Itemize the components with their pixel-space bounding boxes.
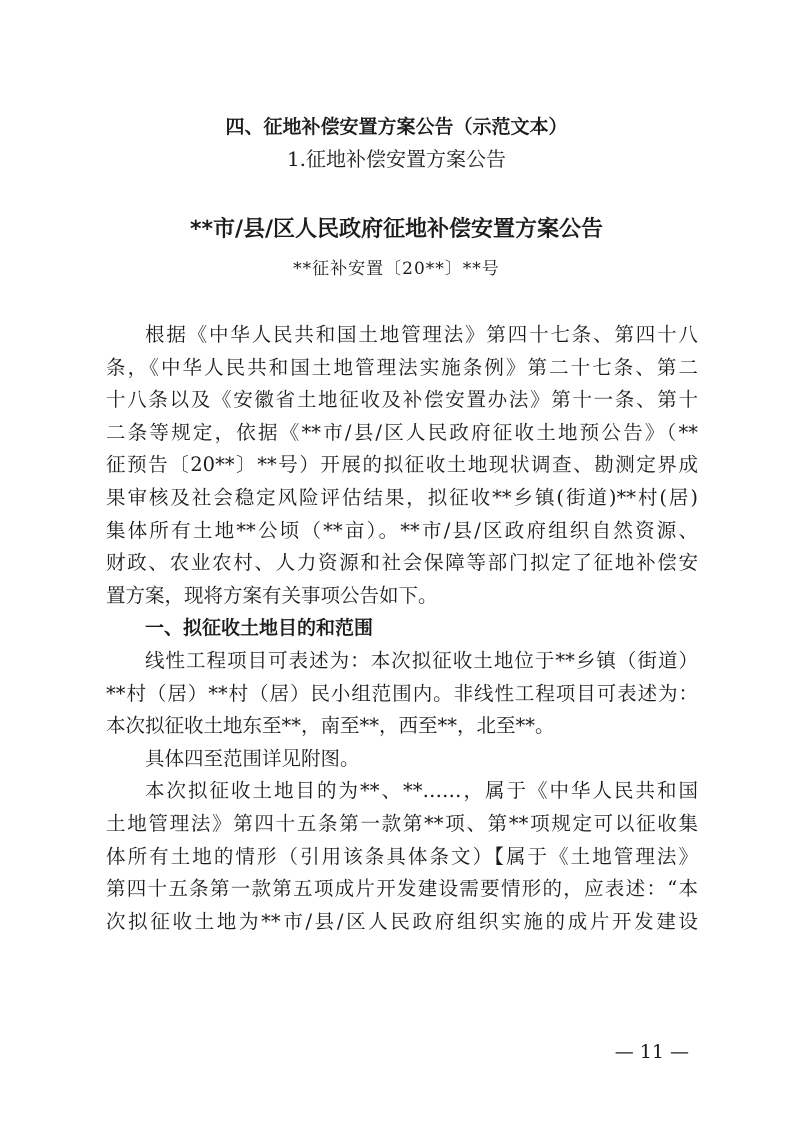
body-line-5: 征预告〔20**〕**号）开展的拟征收土地现状调查、勘测定界成	[106, 453, 698, 477]
body-line-8: 财政、农业农村、人力资源和社会保障等部门拟定了征地补偿安	[106, 551, 698, 575]
body-line-14: 具体四至范围详见附图。	[145, 746, 360, 770]
body-line-4: 二条等规定，依据《**市/县/区人民政府征收土地预公告》（**	[106, 420, 698, 444]
body-line-3: 十八条以及《安徽省土地征收及补偿安置办法》第十一条、第十	[106, 388, 698, 412]
body-line-9: 置方案，现将方案有关事项公告如下。	[106, 583, 438, 607]
body-line-7: 集体所有土地**公顷（**亩）。**市/县/区政府组织自然资源、	[106, 518, 698, 542]
document-number: **征补安置〔20**〕**号	[293, 259, 500, 279]
body-line-17: 体所有土地的情形（引用该条具体条文）【属于《土地管理法》	[106, 844, 698, 868]
body-line-18: 第四十五条第一款第五项成片开发建设需要情形的，应表述：“本	[106, 877, 698, 901]
body-line-2: 条，《中华人民共和国土地管理法实施条例》第二十七条、第二	[106, 355, 698, 379]
body-line-11: 线性工程项目可表述为：本次拟征收土地位于**乡镇（街道）	[145, 648, 698, 672]
main-title: **市/县/区人民政府征地补偿安置方案公告	[189, 217, 604, 242]
body-line-13: 本次拟征收土地东至**，南至**，西至**，北至**。	[106, 714, 555, 738]
body-line-16: 土地管理法》第四十五条第一款第**项、第**项规定可以征收集	[106, 811, 698, 835]
page-number: — 11 —	[614, 1041, 689, 1063]
body-line-15: 本次拟征收土地目的为**、**……，属于《中华人民共和国	[145, 779, 698, 803]
section-title: 四、征地补偿安置方案公告（示范文本）	[225, 116, 568, 138]
body-line-19: 次拟征收土地为**市/县/区人民政府组织实施的成片开发建设	[106, 909, 698, 933]
subsection-heading: 一、拟征收土地目的和范围	[145, 617, 374, 640]
announcement-body	[106, 319, 698, 938]
body-line-1: 根据《中华人民共和国土地管理法》第四十七条、第四十八	[145, 323, 698, 346]
sub-title: 1.征地补偿安置方案公告	[286, 147, 507, 171]
body-line-6: 果审核及社会稳定风险评估结果，拟征收**乡镇(街道)**村(居)	[106, 485, 698, 509]
body-line-12: **村（居）**村（居）民小组范围内。非线性工程项目可表述为：	[106, 681, 698, 705]
